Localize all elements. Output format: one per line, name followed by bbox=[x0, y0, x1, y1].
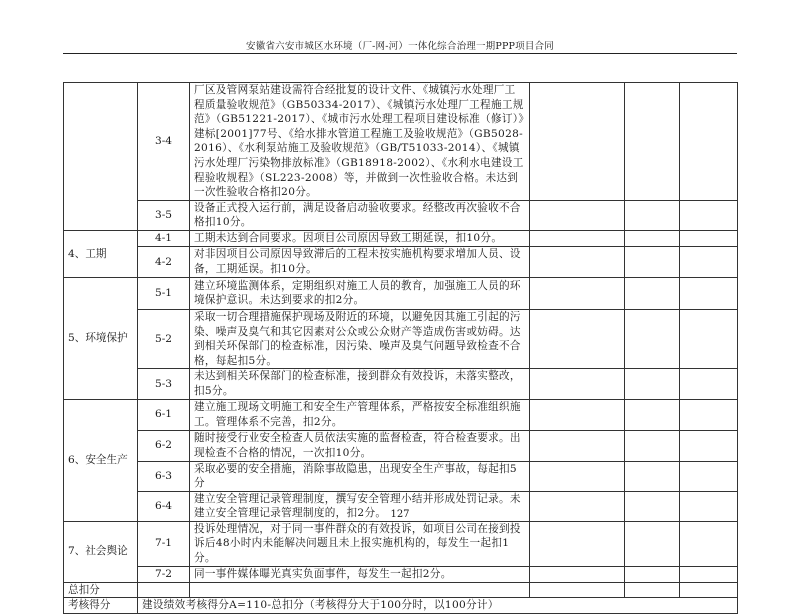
empty-cell bbox=[680, 277, 738, 309]
empty-cell bbox=[530, 461, 625, 491]
criteria-text: 采取一切合理措施保护现场及附近的环境，以避免因其施工引起的污染、噪声及臭气和其它因素对公众或公众财产等造成伤害或妨碍。达到相关环保部门的检查标准，因污染、噪声及臭气问题导致检查不合格，每起扣5分。 bbox=[190, 309, 530, 368]
criteria-text: 同一事件媒体曝光真实负面事件，每发生一起扣2分。 bbox=[190, 566, 530, 582]
header-rule bbox=[63, 53, 737, 54]
empty-cell bbox=[138, 582, 190, 598]
empty-cell bbox=[530, 521, 625, 566]
empty-cell bbox=[530, 566, 625, 582]
empty-cell bbox=[530, 246, 625, 277]
criteria-text: 对非因项目公司原因导致滞后的工程未按实施机构要求增加人员、设备，工期延误。扣10分。 bbox=[190, 246, 530, 277]
item-code: 7-1 bbox=[138, 521, 190, 566]
item-code: 5-2 bbox=[138, 309, 190, 368]
page-header: 安徽省六安市城区水环境（厂-网-河）一体化综合治理一期PPP项目合同 bbox=[246, 41, 554, 52]
empty-cell bbox=[625, 521, 680, 566]
item-code: 5-1 bbox=[138, 277, 190, 309]
criteria-text: 建立环境监测体系，定期组织对施工人员的教育，加强施工人员的环境保护意识。未达到要求的扣2分。 bbox=[190, 277, 530, 309]
empty-cell bbox=[530, 430, 625, 461]
empty-cell bbox=[530, 369, 625, 399]
item-code: 3-4 bbox=[138, 83, 190, 201]
empty-cell bbox=[625, 430, 680, 461]
table-row bbox=[64, 399, 738, 430]
empty-cell bbox=[625, 200, 680, 230]
table-row bbox=[64, 461, 738, 491]
table-row bbox=[64, 200, 738, 230]
empty-cell bbox=[680, 369, 738, 399]
empty-cell bbox=[530, 582, 625, 598]
empty-cell bbox=[625, 246, 680, 277]
empty-cell bbox=[625, 582, 680, 598]
empty-cell bbox=[680, 566, 738, 582]
total-deduction-label: 总扣分 bbox=[64, 582, 138, 598]
criteria-text: 建立施工现场文明施工和安全生产管理体系，严格按安全标准组织施工。管理体系不完善，扣2分。 bbox=[190, 399, 530, 430]
item-code: 3-5 bbox=[138, 200, 190, 230]
criteria-text: 工期未达到合同要求。因项目公司原因导致工期延误，扣10分。 bbox=[190, 230, 530, 246]
table-row bbox=[64, 521, 738, 566]
empty-cell bbox=[530, 399, 625, 430]
table-row bbox=[64, 369, 738, 399]
empty-cell bbox=[625, 369, 680, 399]
category-cell-7: 7、社会舆论 bbox=[64, 521, 138, 582]
table-row bbox=[64, 230, 738, 246]
page-number: 127 bbox=[390, 509, 410, 520]
empty-cell bbox=[680, 521, 738, 566]
empty-cell bbox=[625, 309, 680, 368]
empty-cell bbox=[190, 582, 530, 598]
item-code: 6-4 bbox=[138, 491, 190, 521]
empty-cell bbox=[680, 83, 738, 201]
criteria-text: 未达到相关环保部门的检查标准，接到群众有效投诉，未落实整改，扣5分。 bbox=[190, 369, 530, 399]
table-row bbox=[64, 277, 738, 309]
empty-cell bbox=[625, 230, 680, 246]
empty-cell bbox=[625, 83, 680, 201]
item-code: 6-2 bbox=[138, 430, 190, 461]
total-row bbox=[64, 582, 738, 598]
empty-cell bbox=[625, 399, 680, 430]
empty-cell bbox=[680, 399, 738, 430]
category-cell-3 bbox=[64, 83, 138, 231]
empty-cell bbox=[530, 277, 625, 309]
assessment-table bbox=[63, 82, 738, 614]
criteria-text: 建立安全管理记录管理制度，撰写安全管理小结并形成处罚记录。未建立安全管理记录管理制度的，扣2分。 bbox=[190, 491, 530, 521]
empty-cell bbox=[530, 230, 625, 246]
empty-cell bbox=[680, 246, 738, 277]
empty-cell bbox=[530, 83, 625, 201]
empty-cell bbox=[680, 461, 738, 491]
item-code: 6-1 bbox=[138, 399, 190, 430]
empty-cell bbox=[680, 582, 738, 598]
empty-cell bbox=[625, 566, 680, 582]
item-code: 4-2 bbox=[138, 246, 190, 277]
criteria-text: 随时接受行业安全检查人员依法实施的监督检查，符合检查要求。出现检查不合格的情况，一次扣10分。 bbox=[190, 430, 530, 461]
criteria-text: 设备正式投入运行前，满足设备启动验收要求。经整改再次验收不合格扣10分。 bbox=[190, 200, 530, 230]
score-formula: 建设绩效考核得分A=110-总扣分（考核得分大于100分时，以100分计） bbox=[138, 598, 738, 614]
empty-cell bbox=[625, 461, 680, 491]
item-code: 6-3 bbox=[138, 461, 190, 491]
criteria-text: 采取必要的安全措施，消除事故隐患，出现安全生产事故，每起扣5分 bbox=[190, 461, 530, 491]
table-row bbox=[64, 430, 738, 461]
category-cell-5: 5、环境保护 bbox=[64, 277, 138, 399]
item-code: 5-3 bbox=[138, 369, 190, 399]
table-row bbox=[64, 246, 738, 277]
empty-cell bbox=[625, 277, 680, 309]
empty-cell bbox=[530, 200, 625, 230]
category-cell-6: 6、安全生产 bbox=[64, 399, 138, 521]
table-row bbox=[64, 309, 738, 368]
empty-cell bbox=[680, 200, 738, 230]
criteria-text: 厂区及管网泵站建设需符合经批复的设计文件、《城镇污水处理厂工程质量验收规范》（GB50334-2017）、《城镇污水处理厂工程施工规范》（GB51221-2017）、《城市污水处理工程项目建设标准（修订）》建标[2001]77号、《给水排水管道工程施工及验收规范》（GB5028-2016）、《水利泵站施工及验收规范》（GB/T51033-2014）、《城镇污水处理厂污染物排放标准》（GB18918-2002）、《水利水电建设工程验收规程》（SL223-2008）等，并做到一次性验收合格。未达到一次性验收合格扣20分。 bbox=[190, 83, 530, 201]
score-row bbox=[64, 598, 738, 614]
empty-cell bbox=[680, 230, 738, 246]
table-row bbox=[64, 566, 738, 582]
category-cell-4: 4、工期 bbox=[64, 230, 138, 277]
item-code: 4-1 bbox=[138, 230, 190, 246]
table-row bbox=[64, 83, 738, 201]
empty-cell bbox=[680, 430, 738, 461]
score-label: 考核得分 bbox=[64, 598, 138, 614]
empty-cell bbox=[680, 309, 738, 368]
item-code: 7-2 bbox=[138, 566, 190, 582]
empty-cell bbox=[530, 309, 625, 368]
criteria-text: 投诉处理情况，对于同一事件群众的有效投诉，如项目公司在接到投诉后48小时内未能解决问题且未上报实施机构的，每发生一起扣1分。 bbox=[190, 521, 530, 566]
